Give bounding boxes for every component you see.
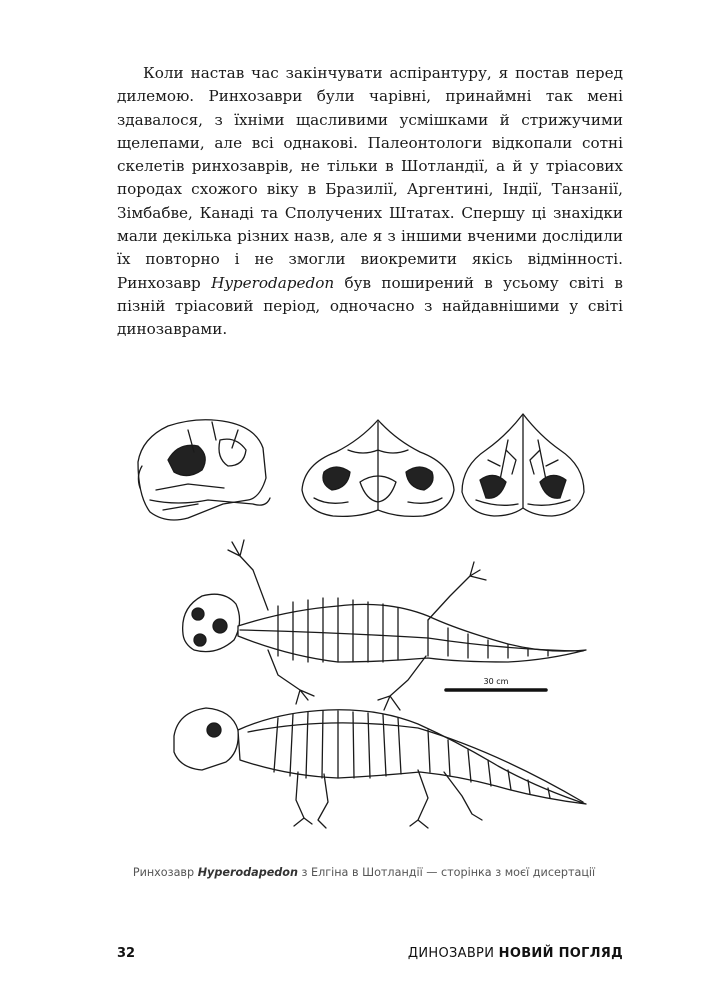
skeleton-dorsal-drawing — [183, 540, 586, 710]
caption-text-post: з Елгіна в Шотландії — сторінка з моєї дисертації — [297, 866, 596, 879]
skull-dorsal-drawing — [302, 420, 454, 516]
skull-ventral-drawing — [462, 414, 584, 516]
body-text-part-1: Коли настав час закінчувати аспірантуру, я постав перед дилемою. Ринхозаври були чарівні, принаймні так мені здавалося, з їхніми щасливими усмішками й стрижучими щелепами, але всі однакові. Палеонтологи відкопали сотні скелетів ринхозаврів, не тільки в Шотландії, а й у тріасових породах схожого віку в Бразилії, Аргентині, Індії, Танзанії, Зімбабве, Канаді та Сполучених Штатах. Спершу ці знахідки мали декілька різних назв, але я з іншими вченими дослідили їх повторно і не змогли виокремити якісь відмінності. Ринхозавр — [117, 64, 623, 292]
page-number: 32 — [117, 946, 136, 961]
genus-name: Hyperodapedon — [211, 273, 335, 292]
running-head-bold: НОВИЙ ПОГЛЯД — [498, 946, 623, 961]
skeleton-illustration — [128, 400, 598, 850]
skeleton-lateral-drawing — [174, 708, 586, 828]
caption-genus: Hyperodapedon — [197, 866, 298, 879]
body-paragraph — [117, 62, 623, 342]
scale-bar-label: 30 cm — [483, 677, 509, 686]
caption-text-pre: Ринхозавр — [132, 866, 198, 879]
skull-lateral-drawing — [138, 420, 270, 520]
body-text-part-2: був поширений в усьому світі в пізній тріасовий період, одночасно з найдавнішими у світі динозаврами. — [117, 273, 623, 339]
figure-caption — [0, 866, 728, 879]
running-head-light: ДИНОЗАВРИ — [407, 946, 495, 961]
running-head — [408, 946, 623, 961]
